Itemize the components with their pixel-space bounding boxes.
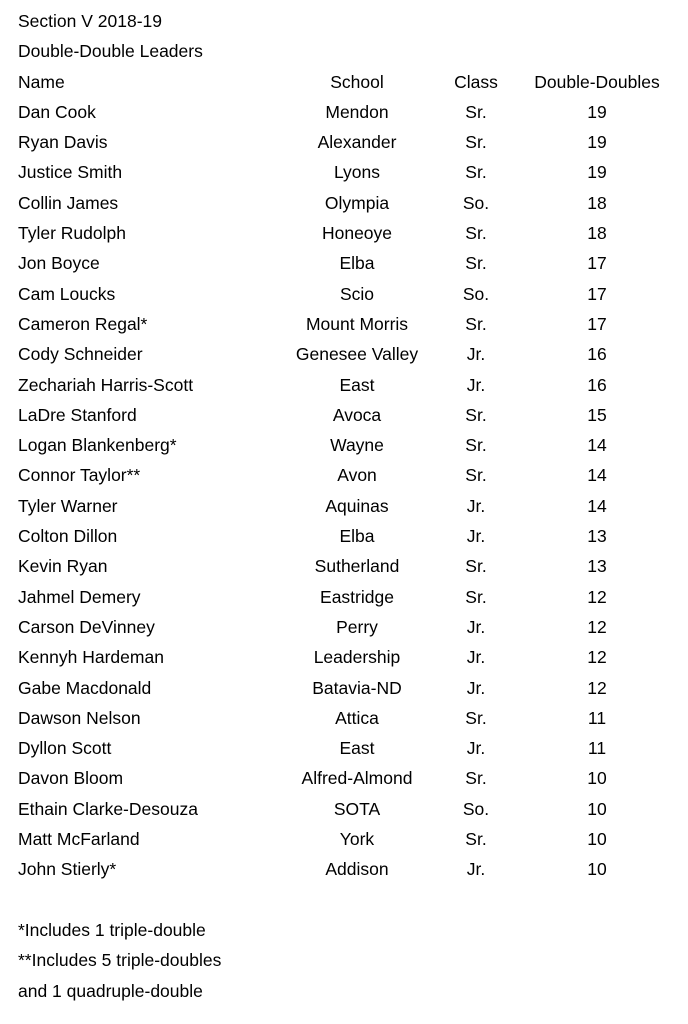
table-row [0,97,688,127]
cell-school: York [339,829,375,850]
table-row [0,430,688,460]
cell-double-doubles: 12 [587,616,607,637]
cell-class: Sr. [465,435,487,456]
cell-class: Sr. [465,707,487,728]
cell-class: Jr. [466,616,486,637]
footnote: *Includes 1 triple-double [18,919,206,940]
cell-name: Matt McFarland [18,829,140,850]
cell-name: Davon Bloom [18,768,124,789]
cell-class: Jr. [466,344,486,365]
table-header [0,67,688,97]
cell-name: Connor Taylor** [18,465,141,486]
spacer [0,885,688,915]
cell-name: LaDre Stanford [18,404,137,425]
table-row [0,400,688,430]
cell-school: Batavia-ND [312,677,402,698]
cell-class: Sr. [465,768,487,789]
cell-name: Cody Schneider [18,344,143,365]
footnotes [0,915,688,1006]
document [0,6,688,1006]
cell-name: Zechariah Harris-Scott [18,374,194,395]
cell-name: Ryan Davis [18,132,108,153]
cell-school: East [339,738,375,759]
table-row [0,157,688,187]
cell-double-doubles: 17 [587,313,607,334]
table-row [0,491,688,521]
cell-double-doubles: 11 [587,738,607,759]
cell-name: Gabe Macdonald [18,677,152,698]
table-row [0,370,688,400]
cell-school: Lyons [333,162,381,183]
cell-class: Sr. [465,556,487,577]
cell-double-doubles: 15 [587,404,607,425]
cell-class: Jr. [466,374,486,395]
cell-double-doubles: 19 [587,162,607,183]
cell-class: Sr. [465,404,487,425]
cell-class: Jr. [466,526,486,547]
cell-school: Alfred-Almond [301,768,413,789]
cell-double-doubles: 16 [587,374,607,395]
cell-name: Tyler Warner [18,495,118,516]
cell-school: Scio [339,283,375,304]
table-row [0,673,688,703]
cell-class: Sr. [465,586,487,607]
cell-double-doubles: 13 [587,556,607,577]
cell-name: Jahmel Demery [18,586,141,607]
cell-double-doubles: 13 [587,526,607,547]
cell-name: Ethain Clarke-Desouza [18,798,198,819]
cell-double-doubles: 19 [587,101,607,122]
cell-class: So. [462,798,490,819]
cell-class: Sr. [465,465,487,486]
cell-double-doubles: 17 [587,283,607,304]
header-name: Name [18,71,65,92]
header-double-doubles: Double-Doubles [534,71,660,92]
cell-school: Olympia [324,192,390,213]
cell-double-doubles: 18 [587,192,607,213]
cell-name: Dyllon Scott [18,738,112,759]
cell-double-doubles: 10 [587,768,607,789]
cell-class: So. [462,283,490,304]
cell-school: Eastridge [320,586,394,607]
table-row [0,612,688,642]
cell-name: Kevin Ryan [18,556,108,577]
cell-name: Logan Blankenberg* [18,435,177,456]
cell-school: Avoca [332,404,382,425]
cell-school: Leadership [313,647,401,668]
cell-name: Kennyh Hardeman [18,647,164,668]
document-subtitle: Double-Double Leaders [18,41,203,62]
cell-class: Sr. [465,253,487,274]
cell-double-doubles: 14 [587,435,607,456]
cell-school: Mount Morris [305,313,409,334]
cell-school: Honeoye [321,223,393,244]
table-row [0,279,688,309]
table-row [0,824,688,854]
cell-double-doubles: 12 [587,586,607,607]
cell-school: Addison [325,859,389,880]
cell-school: SOTA [333,798,381,819]
table-row [0,582,688,612]
cell-name: Justice Smith [18,162,123,183]
cell-name: Tyler Rudolph [18,223,126,244]
cell-double-doubles: 11 [587,707,607,728]
cell-school: Avon [337,465,377,486]
cell-school: Genesee Valley [295,344,419,365]
header-school: School [330,71,384,92]
cell-double-doubles: 19 [587,132,607,153]
table-row [0,521,688,551]
table-body [0,97,688,885]
cell-double-doubles: 14 [587,495,607,516]
cell-double-doubles: 14 [587,465,607,486]
cell-double-doubles: 12 [587,677,607,698]
table-row [0,703,688,733]
cell-double-doubles: 10 [587,798,607,819]
cell-class: Sr. [465,132,487,153]
cell-name: Collin James [18,192,119,213]
document-title: Section V 2018-19 [18,11,162,31]
cell-school: Wayne [330,435,384,456]
cell-school: Perry [336,616,378,637]
table-row [0,218,688,248]
table-row [0,794,688,824]
footnote: **Includes 5 triple-doubles [18,950,222,971]
footnote: and 1 quadruple-double [18,980,203,1001]
cell-class: Sr. [465,223,487,244]
cell-double-doubles: 17 [587,253,607,274]
cell-name: Cameron Regal* [18,313,148,334]
table-row [0,309,688,339]
cell-school: Elba [339,526,375,547]
cell-class: So. [462,192,490,213]
cell-class: Jr. [466,738,486,759]
cell-double-doubles: 16 [587,344,607,365]
cell-name: Dan Cook [18,101,96,122]
cell-class: Jr. [466,495,486,516]
header-class: Class [454,71,498,92]
table-row [0,642,688,672]
cell-school: Elba [339,253,375,274]
cell-class: Sr. [465,313,487,334]
cell-class: Jr. [466,647,486,668]
table-row [0,460,688,490]
table-row [0,763,688,793]
cell-name: Jon Boyce [18,253,100,274]
cell-class: Jr. [466,859,486,880]
cell-class: Sr. [465,829,487,850]
cell-school: East [339,374,375,395]
cell-name: John Stierly* [18,859,117,880]
cell-double-doubles: 18 [587,223,607,244]
cell-class: Sr. [465,101,487,122]
cell-name: Dawson Nelson [18,707,141,728]
cell-class: Sr. [465,162,487,183]
cell-school: Attica [335,707,379,728]
cell-double-doubles: 10 [587,859,607,880]
cell-name: Carson DeVinney [18,616,155,637]
cell-school: Alexander [317,132,397,153]
table-row [0,248,688,278]
cell-name: Cam Loucks [18,283,116,304]
table-row [0,551,688,581]
table-row [0,854,688,884]
table-row [0,339,688,369]
table-row [0,188,688,218]
table-row [0,127,688,157]
cell-double-doubles: 12 [587,647,607,668]
cell-school: Aquinas [325,495,389,516]
table-row [0,733,688,763]
cell-name: Colton Dillon [18,526,118,547]
cell-class: Jr. [466,677,486,698]
cell-school: Sutherland [314,556,400,577]
cell-school: Mendon [325,101,389,122]
cell-double-doubles: 10 [587,829,607,850]
